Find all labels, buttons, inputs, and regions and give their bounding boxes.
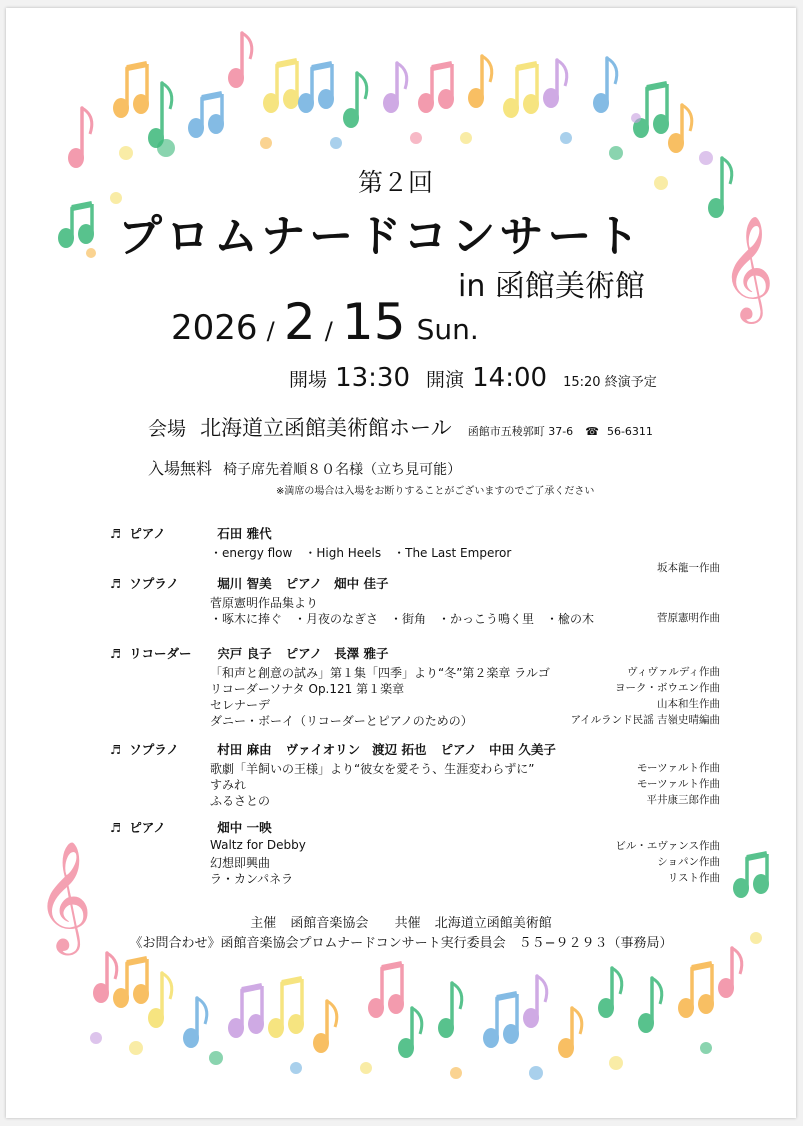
piece-title: セレナーデ bbox=[210, 698, 271, 712]
piece-composer: アイルランド民謡 吉嶺史晴編曲 bbox=[570, 714, 720, 726]
music-note-icon bbox=[148, 83, 172, 148]
piece-row bbox=[110, 544, 720, 560]
performer-part: ピアノ bbox=[129, 526, 166, 541]
piece-title: Waltz for Debby bbox=[210, 838, 306, 852]
decor-dot bbox=[90, 1032, 102, 1044]
decor-dot bbox=[609, 1056, 623, 1070]
performer-name: 中田 久美子 bbox=[488, 742, 556, 757]
music-note-icon bbox=[543, 60, 567, 108]
piece-title: 菅原憲明作品集より bbox=[210, 596, 319, 610]
music-note-icon bbox=[58, 204, 94, 248]
date-day: 15 bbox=[341, 293, 406, 351]
decor-dot bbox=[129, 1041, 143, 1055]
decor-dot bbox=[330, 137, 342, 149]
piece-title: 「和声と創意の試み」第１集「四季」より“冬”第２楽章 ラルゴ bbox=[210, 666, 550, 680]
music-note-icon bbox=[638, 978, 662, 1033]
piece-composer: ヴィヴァルディ作曲 bbox=[627, 666, 720, 678]
performer-part: ヴァイオリン bbox=[285, 742, 361, 757]
decor-dot bbox=[410, 132, 422, 144]
edition-label: 第２回 bbox=[358, 168, 434, 197]
piece-title: ふるさとの bbox=[210, 794, 271, 808]
admission-label: 入場無料 bbox=[148, 459, 213, 478]
start-time: 14:00 bbox=[472, 363, 548, 393]
piece-title: 歌劇「羊飼いの王様」より“彼女を愛そう、生涯変わらずに” bbox=[210, 762, 535, 776]
date-dow: Sun. bbox=[416, 313, 479, 346]
music-note-icon bbox=[483, 994, 519, 1048]
piece-title: ラ・カンパネラ bbox=[210, 872, 294, 886]
music-note-icon: ♬ bbox=[110, 576, 122, 591]
music-note-icon bbox=[368, 964, 404, 1018]
decor-dot bbox=[654, 176, 668, 190]
title-in: in bbox=[458, 269, 486, 304]
title-venue bbox=[458, 261, 645, 305]
performers-line bbox=[110, 644, 720, 664]
piece-composer: 山本和生作曲 bbox=[657, 698, 720, 710]
music-note-icon bbox=[383, 63, 407, 113]
decor-dot bbox=[699, 151, 713, 165]
performers-line bbox=[110, 574, 720, 594]
decor-dot bbox=[460, 132, 472, 144]
performer-part: ピアノ bbox=[285, 576, 323, 591]
piece-composer: リスト作曲 bbox=[667, 872, 720, 884]
decor-dot bbox=[609, 146, 623, 160]
decor-dot bbox=[260, 137, 272, 149]
music-note-icon bbox=[398, 1008, 422, 1058]
music-note-icon bbox=[188, 94, 224, 138]
open-time: 13:30 bbox=[335, 363, 410, 393]
piece-row bbox=[110, 776, 720, 792]
music-note-icon bbox=[418, 64, 454, 113]
phone-icon: ☎ bbox=[585, 425, 599, 438]
piece-composer: モーツァルト作曲 bbox=[636, 778, 720, 790]
treble-clef-icon: 𝄞 bbox=[36, 841, 93, 951]
music-note-icon bbox=[148, 973, 172, 1028]
decor-dot bbox=[360, 1062, 372, 1074]
performer-name: 畑中 一映 bbox=[217, 820, 272, 835]
music-note-icon bbox=[343, 73, 367, 128]
performer-name: 渡辺 拓也 bbox=[372, 742, 427, 757]
piece-title: ダニー・ボーイ（リコーダーとピアノのための） bbox=[210, 714, 473, 728]
piece-row bbox=[110, 594, 720, 610]
piece-row bbox=[110, 838, 720, 854]
music-note-icon bbox=[113, 64, 149, 118]
admission-detail: 椅子席先着順８０名様（立ち見可能） bbox=[223, 462, 462, 478]
open-label: 開場 bbox=[289, 369, 328, 391]
piece-row bbox=[110, 712, 720, 728]
performer-name: 石田 雅代 bbox=[217, 526, 272, 541]
piece-row bbox=[110, 680, 720, 696]
music-note-icon bbox=[668, 105, 692, 153]
host-name: 函館音楽協会 bbox=[290, 916, 369, 931]
piece-composer: 菅原憲明作曲 bbox=[657, 612, 720, 624]
music-note-icon bbox=[718, 948, 742, 998]
piece-row bbox=[110, 870, 720, 886]
piece-title: ・啄木に捧ぐ ・月夜のなぎさ ・街角 ・かっこう鳴く里 ・楡の木 bbox=[210, 612, 595, 626]
program-section bbox=[110, 574, 720, 626]
music-note-icon bbox=[633, 84, 669, 138]
program-section bbox=[110, 818, 720, 886]
music-note-icon bbox=[313, 1001, 337, 1053]
decor-dot bbox=[119, 146, 133, 160]
performer-name: 宍戸 良子 bbox=[217, 646, 272, 661]
performer-part: ピアノ bbox=[129, 820, 166, 835]
title-venue-name: 函館美術館 bbox=[494, 269, 645, 304]
host-label: 主催 bbox=[250, 916, 277, 931]
decor-dot bbox=[157, 139, 175, 157]
music-note-icon bbox=[263, 61, 299, 113]
end-note: 15:20 終演予定 bbox=[563, 375, 657, 390]
music-note-icon bbox=[183, 998, 207, 1048]
contact-info: 《お問合わせ》函館音楽協会プロムナードコンサート実行委員会 ５５−９２９３（事務局） bbox=[129, 936, 673, 951]
performer-name: 畑中 佳子 bbox=[334, 576, 389, 591]
music-note-icon bbox=[558, 1008, 582, 1058]
performer-part: ピアノ bbox=[440, 742, 477, 757]
piece-composer: ヨーク・ボウエン作曲 bbox=[615, 682, 720, 694]
music-note-icon: ♬ bbox=[110, 820, 122, 835]
piece-row bbox=[110, 792, 720, 808]
date-year: 2026 bbox=[171, 308, 258, 348]
performer-part: リコーダー bbox=[129, 646, 192, 661]
start-label: 開演 bbox=[426, 369, 465, 391]
program-section bbox=[110, 740, 720, 808]
piece-composer: 平井康三郎作曲 bbox=[646, 794, 720, 806]
performer-name: 堀川 智美 bbox=[217, 576, 272, 591]
time-info bbox=[289, 363, 657, 393]
music-note-icon bbox=[503, 64, 539, 118]
date-month: 2 bbox=[283, 293, 316, 351]
performer-part: ソプラノ bbox=[129, 576, 179, 591]
performer-name: 村田 麻由 bbox=[217, 742, 272, 757]
music-note-icon bbox=[438, 983, 462, 1038]
venue-info bbox=[148, 412, 653, 442]
flyer-page bbox=[6, 8, 796, 1118]
music-note-icon bbox=[598, 968, 622, 1018]
music-note-icon bbox=[268, 979, 304, 1038]
music-note-icon: ♬ bbox=[110, 526, 122, 541]
piece-title: 幻想即興曲 bbox=[210, 856, 271, 870]
decor-dot bbox=[560, 132, 572, 144]
decor-dot bbox=[529, 1066, 543, 1080]
performer-part: ソプラノ bbox=[129, 742, 179, 757]
piece-composer: モーツァルト作曲 bbox=[636, 762, 720, 774]
music-note-icon bbox=[468, 56, 492, 108]
music-note-icon bbox=[733, 854, 769, 898]
piece-row bbox=[110, 610, 720, 626]
piece-row bbox=[110, 696, 720, 712]
piece-title: すみれ bbox=[210, 778, 247, 792]
music-note-icon bbox=[93, 953, 117, 1003]
piece-composer: 坂本龍一作曲 bbox=[657, 562, 720, 574]
music-note-icon bbox=[228, 33, 252, 88]
piece-row bbox=[110, 760, 720, 776]
performers-line bbox=[110, 740, 720, 760]
decor-dot bbox=[86, 248, 96, 258]
treble-clef-icon: 𝄞 bbox=[721, 215, 775, 320]
music-note-icon bbox=[68, 108, 92, 168]
admission-info bbox=[148, 456, 461, 479]
music-note-icon bbox=[298, 64, 334, 113]
venue-phone: 56-6311 bbox=[606, 425, 653, 438]
cohost-name: 北海道立函館美術館 bbox=[434, 916, 552, 931]
decor-dot bbox=[209, 1051, 223, 1065]
music-note-icon bbox=[113, 959, 149, 1008]
cohost-label: 共催 bbox=[394, 916, 421, 931]
venue-address: 函館市五稜郭町 37-6 bbox=[467, 425, 574, 438]
date-slash-1: / bbox=[266, 317, 275, 345]
venue-name: 北海道立函館美術館ホール bbox=[200, 416, 452, 440]
music-note-icon bbox=[708, 158, 732, 218]
concert-date bbox=[171, 293, 479, 353]
music-note-icon bbox=[678, 964, 714, 1018]
date-slash-2: / bbox=[324, 317, 333, 345]
concert-title: プロムナードコンサート bbox=[118, 211, 644, 262]
piece-composer: ビル・エヴァンス作曲 bbox=[615, 840, 720, 852]
performer-name: 長澤 雅子 bbox=[334, 646, 389, 661]
performer-part: ピアノ bbox=[285, 646, 323, 661]
decor-dot bbox=[450, 1067, 462, 1079]
piece-row bbox=[110, 854, 720, 870]
music-note-icon bbox=[593, 58, 617, 113]
performers-line bbox=[110, 524, 720, 544]
admission-note: ※満席の場合は入場をお断りすることがございますのでご了承ください bbox=[276, 486, 595, 497]
piece-composer: ショパン作曲 bbox=[657, 856, 720, 868]
organizers bbox=[6, 912, 796, 931]
music-note-icon: ♬ bbox=[110, 742, 122, 757]
music-note-icon bbox=[523, 976, 547, 1028]
music-note-icon bbox=[228, 986, 264, 1038]
piece-title: ・energy flow ・High Heels ・The Last Emperor bbox=[210, 546, 512, 560]
decor-dot bbox=[700, 1042, 712, 1054]
music-note-icon: ♬ bbox=[110, 646, 122, 661]
venue-label: 会場 bbox=[148, 418, 187, 440]
decor-dot bbox=[631, 113, 641, 123]
program-section bbox=[110, 644, 720, 728]
piece-title: リコーダーソナタ Op.121 第１楽章 bbox=[210, 682, 405, 696]
piece-row bbox=[110, 664, 720, 680]
performers-line bbox=[110, 818, 720, 838]
decor-dot bbox=[290, 1062, 302, 1074]
program-section bbox=[110, 524, 720, 576]
